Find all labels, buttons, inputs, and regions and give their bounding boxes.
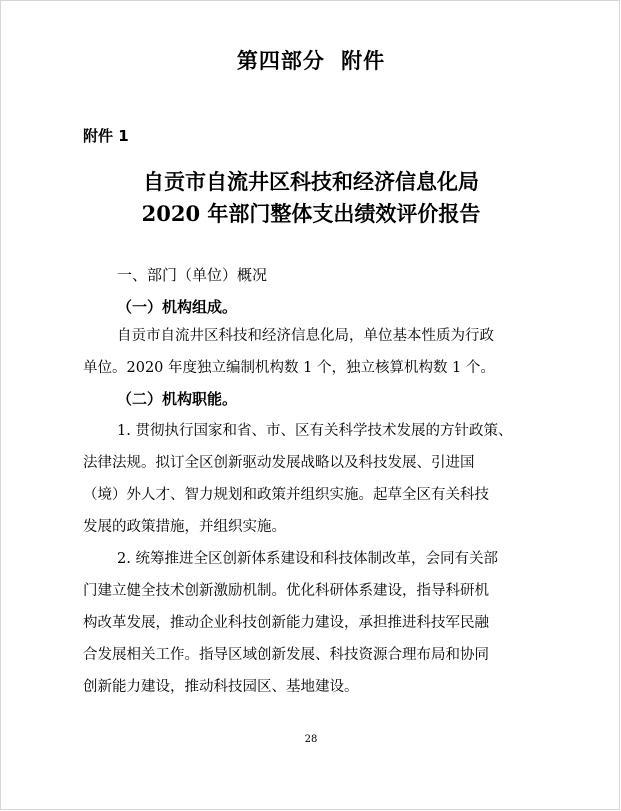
paragraph-line: 合发展相关工作。指导区域创新发展、科技资源合理布局和协同 bbox=[83, 647, 489, 663]
paragraph-line: （境）外人才、智力规划和政策并组织实施。起草全区有关科技 bbox=[83, 487, 489, 503]
paragraph-line: 构改革发展，推动企业科技创新能力建设，承担推进科技军民融 bbox=[83, 615, 489, 631]
paragraph-line: 单位。2020 年度独立编制机构数 1 个，独立核算机构数 1 个。 bbox=[83, 360, 495, 376]
report-title-line-2: 2020 年部门整体支出绩效评价报告 bbox=[141, 201, 481, 226]
page-number: 28 bbox=[304, 734, 318, 745]
paragraph-line: 门建立健全技术创新激励机制。优化科研体系建设，指导科研机 bbox=[83, 583, 489, 599]
paragraph-line: 1. 贯彻执行国家和省、市、区有关科学技术发展的方针政策、 bbox=[117, 423, 513, 439]
paragraph-line: 创新能力建设，推动科技园区、基地建设。 bbox=[83, 679, 359, 695]
paragraph-line: 自贡市自流井区科技和经济信息化局，单位基本性质为行政 bbox=[117, 328, 494, 344]
paragraph-line: 法律法规。拟订全区创新驱动发展战略以及科技发展、引进国 bbox=[83, 455, 475, 471]
heading-functions: （二）机构职能。 bbox=[117, 390, 238, 408]
heading-department-overview: 一、部门（单位）概况 bbox=[117, 266, 268, 284]
paragraph-line: 发展的政策措施，并组织实施。 bbox=[83, 519, 286, 535]
report-title-line-1: 自贡市自流井区科技和经济信息化局 bbox=[143, 169, 479, 194]
attachment-label: 附件 1 bbox=[83, 127, 129, 145]
paragraph-line: 2. 统筹推进全区创新体系建设和科技体制改革，会同有关部 bbox=[117, 551, 498, 567]
heading-organization: （一）机构组成。 bbox=[117, 298, 238, 316]
section-title: 第四部分 附件 bbox=[236, 49, 386, 73]
